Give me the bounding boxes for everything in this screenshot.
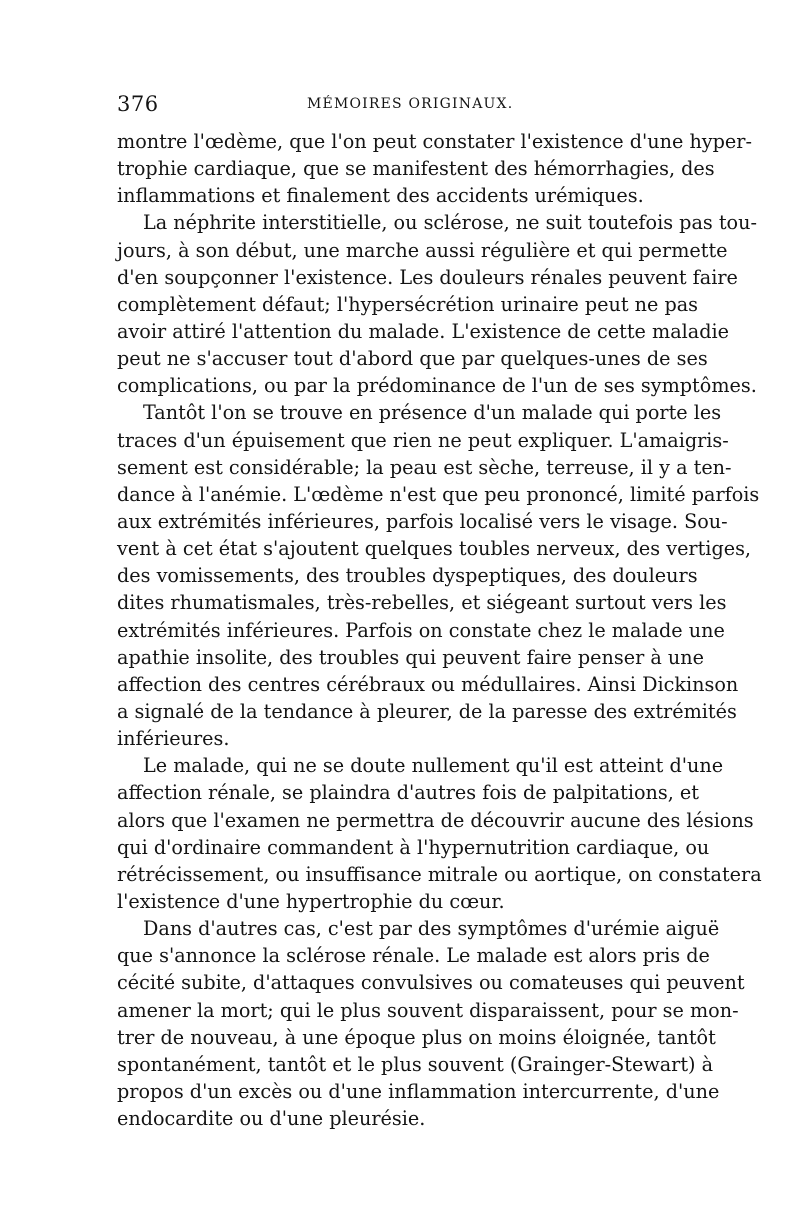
text-line: d'en soupçonner l'existence. Les douleurs rénales peuvent faire [117,265,738,289]
text-line: extrémités inférieures. Parfois on constate chez le malade une [117,618,725,642]
text-line: l'existence d'une hypertrophie du cœur. [117,889,505,913]
text-line: trer de nouveau, à une époque plus on moins éloignée, tantôt [117,1025,716,1049]
text-line: complètement défaut; l'hypersécrétion urinaire peut ne pas [117,292,699,316]
text-line: cécité subite, d'attaques convulsives ou comateuses qui peuvent [117,971,745,995]
text-line: spontanément, tantôt et le plus souvent (Grainger-Stewart) à [117,1052,714,1076]
text-line: montre l'œdème, que l'on peut constater l'existence d'une hyper- [117,130,752,153]
text-line: dites rhumatismales, très-rebelles, et siégeant surtout vers les [117,591,727,615]
text-line: apathie insolite, des troubles qui peuvent faire penser à une [117,645,704,669]
text-line: propos d'un excès ou d'une inflammation intercurrente, d'une [117,1079,720,1103]
text-line: peut ne s'accuser tout d'abord que par quelques-unes de ses [117,347,708,371]
body-text [117,128,762,1132]
text-line: aux extrémités inférieures, parfois localisé vers le visage. Sou- [117,509,728,533]
page-header [117,92,683,122]
text-line: a signalé de la tendance à pleurer, de la paresse des extrémités [117,699,737,723]
text-line: qui d'ordinaire commandent à l'hypernutrition cardiaque, ou [117,835,710,859]
page-number: 376 [117,92,159,116]
text-line: jours, à son début, une marche aussi régulière et qui permette [117,238,728,262]
text-line: inflammations et finalement des accidents urémiques. [117,184,644,208]
text-line: traces d'un épuisement que rien ne peut expliquer. L'amaigris- [117,428,729,452]
paragraph [117,128,752,209]
text-line: vent à cet état s'ajoutent quelques toubles nerveux, des vertiges, [117,537,752,561]
text-line: La néphrite interstitielle, ou sclérose, ne suit toutefois pas tou- [143,211,757,235]
paragraph [117,752,762,915]
paragraph [117,209,757,399]
text-line: Tantôt l'on se trouve en présence d'un malade qui porte les [143,401,722,425]
text-line: avoir attiré l'attention du malade. L'existence de cette maladie [117,319,729,343]
text-line: sement est considérable; la peau est sèche, terreuse, il y a ten- [117,455,732,479]
paragraph [117,915,745,1132]
text-line: que s'annonce la sclérose rénale. Le malade est alors pris de [117,944,710,968]
text-line: dance à l'anémie. L'œdème n'est que peu prononcé, limité parfois [117,482,760,506]
text-line: Dans d'autres cas, c'est par des symptômes d'urémie aiguë [143,917,720,941]
text-line: Le malade, qui ne se doute nullement qu'il est atteint d'une [143,754,724,778]
text-line: trophie cardiaque, que se manifestent des hémorrhagies, des [117,157,715,181]
text-line: complications, ou par la prédominance de l'un de ses symptômes. [117,374,757,398]
text-line: des vomissements, des troubles dyspeptiques, des douleurs [117,564,698,588]
text-line: affection des centres cérébraux ou médullaires. Ainsi Dickinson [117,672,739,696]
text-line: affection rénale, se plaindra d'autres fois de palpitations, et [117,781,699,805]
running-title: MÉMOIRES ORIGINAUX. [307,96,514,112]
paragraph [117,399,760,752]
text-line: amener la mort; qui le plus souvent disparaissent, pour se mon- [117,998,739,1022]
text-line: alors que l'examen ne permettra de découvrir aucune des lésions [117,808,754,832]
text-line: rétrécissement, ou insuffisance mitrale ou aortique, on constatera [117,862,762,886]
text-line: endocardite ou d'une pleurésie. [117,1107,426,1131]
text-line: inférieures. [117,727,230,751]
